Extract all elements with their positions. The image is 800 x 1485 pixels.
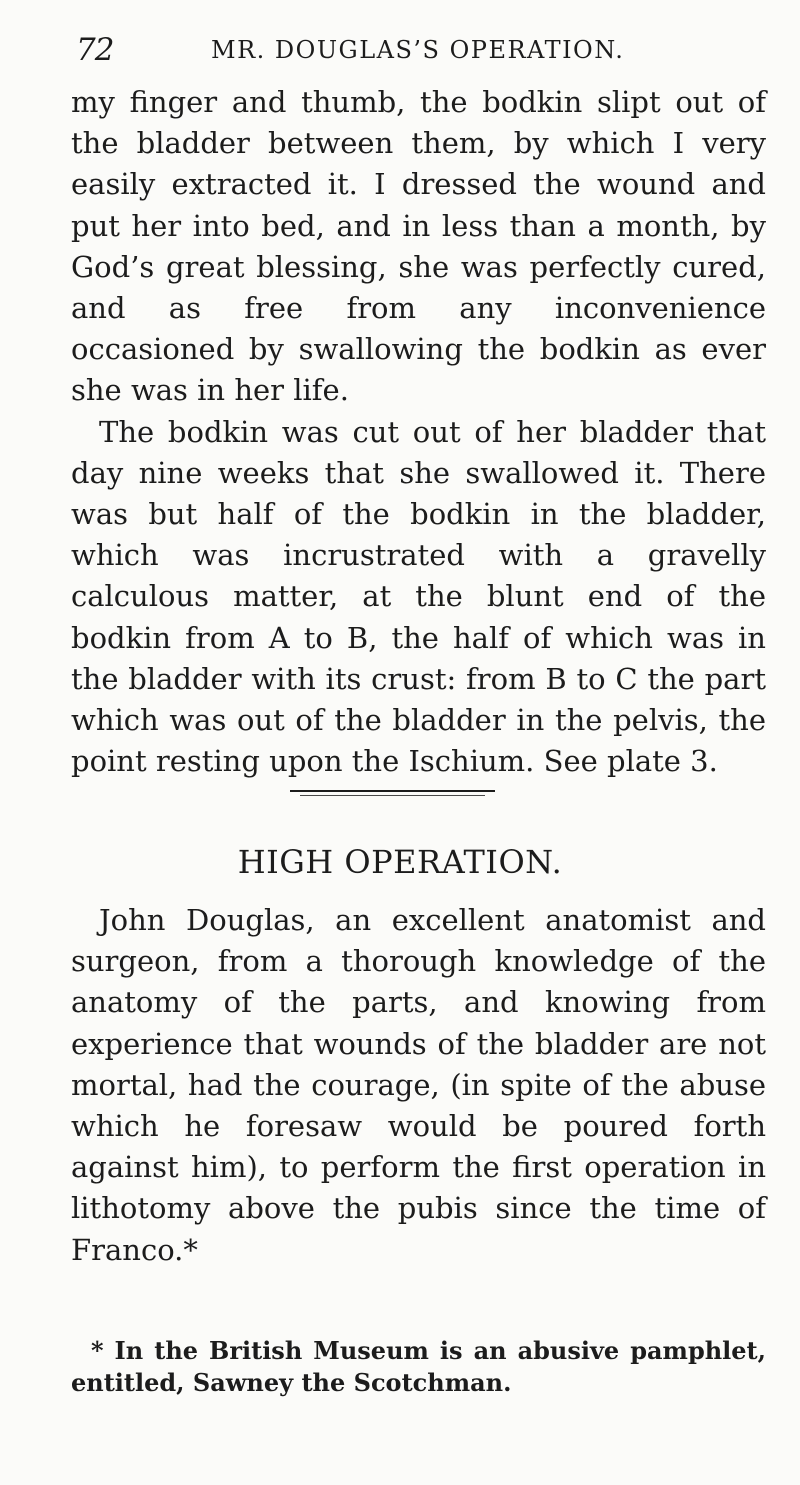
section-divider [290, 790, 495, 792]
paragraph-2: The bodkin was cut out of her bladder that day nine weeks that she swallowed it. There was but half of the bodkin in the bladder, which was incrustrated with a gravelly calculous matter, at the blunt end of the bodkin from A to B, the half of which was in the bladder with its crust: from B to C the part which was out of the bladder in the pelvis, the point resting upon the Ischium. See plate 3. [71, 414, 766, 779]
section-paragraph: John Douglas, an excellent anatomist and surgeon, from a thorough knowledge of the anatomy of the parts, and knowing from experience that wounds of the bladder are not mortal, had the courage, (in spite of the abuse which he foresaw would be poured forth against him), to perform the first operation in lithotomy above the pubis since the time of Franco.* [71, 903, 766, 1267]
page-number: 72 [76, 32, 114, 68]
paragraph-1: my finger and thumb, the bodkin slipt out of the bladder between them, by which I very easily extracted it. I dressed the wound and put her into bed, and in less than a month, by God’s great blessing, she was perfectly cured, and as free from any inconvenience occasioned by swallowing the bodkin as ever she was in her life. [71, 85, 766, 408]
section-body [71, 900, 766, 1271]
footnote-text: * In the British Museum is an abusive pamphlet, entitled, Sawney the Scotchman. [71, 1336, 766, 1397]
running-head [76, 32, 764, 72]
footnote [71, 1335, 766, 1399]
continued-text [71, 82, 766, 782]
section-divider-underline [300, 795, 485, 796]
running-head-title: MR. DOUGLAS’S OPERATION. [211, 36, 625, 64]
section-heading: HIGH OPERATION. [237, 843, 563, 881]
